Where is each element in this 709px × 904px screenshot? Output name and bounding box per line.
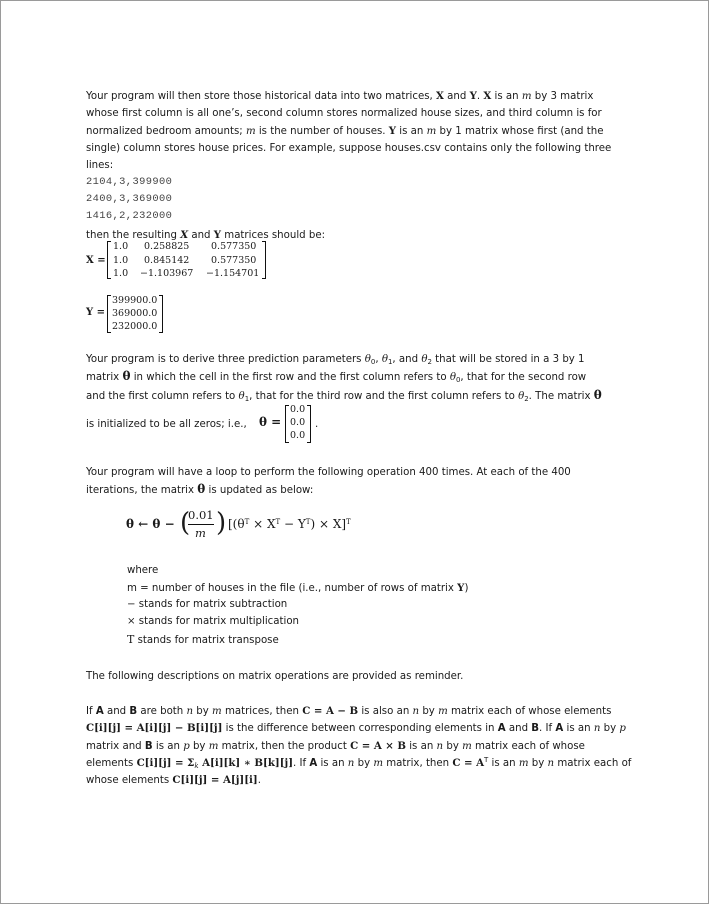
where-minus-line <box>127 599 287 610</box>
theta-1: θ <box>238 390 245 402</box>
matrix-b-symbol: B <box>144 740 153 752</box>
ops-text: is an <box>488 757 519 769</box>
ops-text: by <box>354 757 374 769</box>
var-n: n <box>547 757 555 769</box>
theta-matrix-symbol: θ <box>197 482 206 497</box>
transpose-sup: T <box>305 518 311 526</box>
ops-text: is an <box>405 740 437 752</box>
ops-equation: C[i][j] = Σ <box>136 756 195 769</box>
loop-line: Your program will have a loop to perform the following operation 400 times. At each of the 400 <box>86 467 571 478</box>
intro-text: is the number of houses. <box>255 125 389 137</box>
where-transpose-line <box>127 633 279 646</box>
loop-text: iterations, the matrix <box>86 485 198 497</box>
var-n: n <box>593 723 601 735</box>
ops-text: and <box>103 706 130 717</box>
matrix-a-symbol: A <box>497 723 506 735</box>
ops-text: matrix and <box>86 740 145 752</box>
ops-text: matrix, then <box>383 757 453 769</box>
where-times-line <box>127 616 299 627</box>
theta-zero-cell: 0.0 <box>290 417 306 428</box>
var-m: m <box>245 125 256 137</box>
var-n: n <box>436 740 444 752</box>
operations-paragraph <box>86 703 632 789</box>
theta-text: , and <box>392 354 422 365</box>
theta-text: in which the cell in the first row and the first column refers to <box>130 372 450 384</box>
ops-text: is also an <box>358 706 413 717</box>
matrix-y-symbol: Y <box>388 124 397 137</box>
ops-text: by <box>189 740 209 752</box>
subscript: 0 <box>455 376 461 385</box>
intro-text: Your program will then store those historical data into two matrices, <box>86 91 437 102</box>
times-symbol: × <box>127 616 136 627</box>
theta-paragraph <box>86 351 626 405</box>
ops-text: is an <box>152 740 184 752</box>
theta-text: , <box>375 354 382 365</box>
ops-text: whose elements <box>86 775 173 787</box>
matrix-y-symbol: Y <box>213 229 222 241</box>
intro-text: is an <box>491 91 522 102</box>
matrix-x-cell: 0.845142 <box>144 255 190 266</box>
transpose-sup: T <box>275 518 281 526</box>
intro-text: is an <box>396 125 427 137</box>
ops-text: If <box>86 706 96 717</box>
formula-part: × X <box>249 517 276 531</box>
ops-text: by <box>193 706 213 717</box>
matrix-y-symbol: Y <box>469 90 477 102</box>
intro-text: . <box>476 91 484 102</box>
ops-text: elements <box>86 757 137 769</box>
transpose-sup: T <box>484 755 489 764</box>
ops-text: and <box>505 723 532 735</box>
matrix-x-cell: 0.258825 <box>144 241 190 252</box>
where-text: stands for matrix multiplication <box>135 616 300 627</box>
subscript: 1 <box>244 394 250 403</box>
matrix-b-symbol: B <box>129 706 138 717</box>
loop-text: is updated as below: <box>205 485 314 497</box>
var-m: m <box>518 757 529 769</box>
matrix-x-cell: −1.103967 <box>140 268 194 279</box>
where-label: where <box>127 565 159 576</box>
matrix-x-cell: 0.577350 <box>211 241 257 252</box>
reminder-line: The following descriptions on matrix operations are provided as reminder. <box>86 671 464 682</box>
var-n: n <box>412 706 420 717</box>
csv-line: 1416,2,232000 <box>86 210 173 222</box>
ops-text: is the difference between corresponding elements in <box>222 723 498 735</box>
theta-1: θ <box>381 354 388 365</box>
resulting-text: and <box>188 230 214 241</box>
ops-text: by <box>600 723 620 735</box>
resulting-text: then the resulting <box>86 230 181 241</box>
ops-equation: A[i][k] ∗ B[k][j] <box>198 756 294 769</box>
formula-paren-close: ) <box>216 508 227 538</box>
ops-text: by <box>419 706 439 717</box>
ops-text: matrix each of whose <box>471 740 585 752</box>
theta-text: that will be stored in a 3 by 1 <box>431 354 585 365</box>
transpose-symbol: T <box>127 633 135 646</box>
ops-text: by <box>528 757 548 769</box>
subscript: 2 <box>427 358 432 366</box>
fraction-bar <box>188 524 214 525</box>
var-n: n <box>347 757 355 769</box>
theta-2: θ <box>421 354 428 365</box>
matrix-x-label: X = <box>86 255 106 266</box>
subscript: k <box>194 761 199 770</box>
left-bracket <box>107 241 111 279</box>
matrix-x-cell: 1.0 <box>113 268 129 279</box>
left-bracket <box>107 295 111 333</box>
subscript: 1 <box>387 358 393 366</box>
theta-matrix-symbol: θ = <box>259 415 282 429</box>
matrix-x-cell: 1.0 <box>113 241 129 252</box>
transpose-sup: T <box>244 518 250 526</box>
ops-text: matrix each of whose elements <box>447 706 612 717</box>
subscript: 0 <box>370 358 376 366</box>
csv-line: 2104,3,399900 <box>86 176 173 188</box>
ops-text: matrix each of <box>554 757 632 769</box>
transpose-sup: T <box>346 518 351 526</box>
intro-line: single) column stores house prices. For example, suppose houses.csv contains only the following three <box>86 142 612 154</box>
left-bracket <box>285 405 289 443</box>
var-p: p <box>183 740 190 752</box>
theta-matrix-symbol: θ <box>593 387 602 402</box>
subscript: 2 <box>524 394 529 403</box>
var-m: m <box>462 740 472 752</box>
var-m: m <box>212 706 222 717</box>
ops-equation: C = A <box>452 756 485 769</box>
formula-denominator: m <box>195 526 206 540</box>
theta-text: and the first column refers to <box>86 390 239 402</box>
intro-text: normalized bedroom amounts; <box>86 125 246 137</box>
matrix-x-symbol: X <box>483 90 492 102</box>
var-m: m <box>426 125 437 137</box>
matrix-y-label: Y = <box>86 307 105 318</box>
ops-text: . If <box>293 757 310 769</box>
formula-paren-open: ( <box>180 508 191 538</box>
minus-symbol: − <box>127 599 136 610</box>
var-p: p <box>619 723 626 735</box>
where-m-line <box>127 582 468 594</box>
matrix-y-symbol: Y <box>457 582 465 594</box>
intro-line: lines: <box>86 160 114 172</box>
intro-text: by 3 matrix <box>531 91 594 102</box>
formula-numerator: 0.01 <box>188 508 214 522</box>
matrix-y-cell: 369000.0 <box>112 308 158 319</box>
var-n: n <box>186 706 194 717</box>
theta-0: θ <box>449 372 456 384</box>
theta-text: matrix <box>86 372 123 384</box>
ops-text: is an <box>317 757 348 769</box>
matrix-x-cell: 1.0 <box>113 255 129 266</box>
var-m: m <box>373 757 384 769</box>
var-m: m <box>438 706 448 717</box>
right-bracket <box>262 241 266 279</box>
theta-text: , that for the third row and the first column refers to <box>249 390 519 402</box>
formula-part: ) × X] <box>310 517 347 531</box>
formula-part: − Y <box>280 517 306 531</box>
matrix-x-symbol: X <box>436 90 444 102</box>
ops-text: matrix, then the product <box>218 740 351 752</box>
theta-zero-cell: 0.0 <box>290 404 306 415</box>
formula-rhs <box>228 517 351 531</box>
resulting-text: matrices should be: <box>221 230 326 241</box>
matrix-a-symbol: A <box>555 723 564 735</box>
intro-text: by 1 matrix whose first (and the <box>436 125 604 137</box>
theta-2: θ <box>518 390 525 402</box>
theta-text: . The matrix <box>528 390 594 402</box>
formula-lhs: θ ← θ − <box>126 517 175 531</box>
var-m: m <box>208 740 219 752</box>
theta-text: Your program is to derive three prediction parameters <box>86 354 365 365</box>
ops-text: . If <box>539 723 556 735</box>
theta-text: , that for the second row <box>460 372 587 384</box>
matrix-x-symbol: X <box>180 229 189 241</box>
theta-zero-cell: 0.0 <box>290 430 306 441</box>
theta-init-text: . <box>315 419 319 430</box>
ops-text: is an <box>563 723 594 735</box>
matrix-a-symbol: A <box>95 706 104 717</box>
intro-line: whose first column is all one’s, second column stores normalized house sizes, and third column is for <box>86 108 602 120</box>
ops-equation: C = A − B <box>302 705 359 717</box>
theta-init-text: is initialized to be all zeros; i.e., <box>86 419 247 430</box>
intro-text: and <box>443 91 470 102</box>
theta-0: θ <box>364 354 371 365</box>
matrix-x-cell: −1.154701 <box>206 268 260 279</box>
where-text: ) <box>464 583 469 594</box>
where-text: stands for matrix transpose <box>134 635 279 646</box>
formula-part: [(θ <box>228 517 245 531</box>
matrix-b-symbol: B <box>531 723 540 735</box>
matrix-y-cell: 232000.0 <box>112 321 158 332</box>
right-bracket <box>159 295 163 333</box>
loop-paragraph <box>86 464 626 500</box>
where-text: stands for matrix subtraction <box>135 599 288 610</box>
var-m: m <box>521 91 532 102</box>
matrix-a-symbol: A <box>309 757 318 769</box>
ops-equation: C[i][j] = A[j][i] <box>172 774 258 787</box>
matrix-y-cell: 399900.0 <box>112 295 158 306</box>
theta-matrix-symbol: θ <box>122 369 131 384</box>
ops-text: . <box>257 775 261 787</box>
csv-line: 2400,3,369000 <box>86 193 173 205</box>
ops-equation: C[i][j] = A[i][j] − B[i][j] <box>86 722 223 735</box>
ops-text: by <box>443 740 463 752</box>
matrix-x-cell: 0.577350 <box>211 255 257 266</box>
ops-equation: C = A × B <box>350 739 406 752</box>
ops-text: matrices, then <box>221 706 303 717</box>
where-text: m = number of houses in the file (i.e., number of rows of matrix <box>127 583 458 594</box>
intro-paragraph <box>86 88 626 174</box>
ops-text: are both <box>137 706 187 717</box>
right-bracket <box>307 405 311 443</box>
